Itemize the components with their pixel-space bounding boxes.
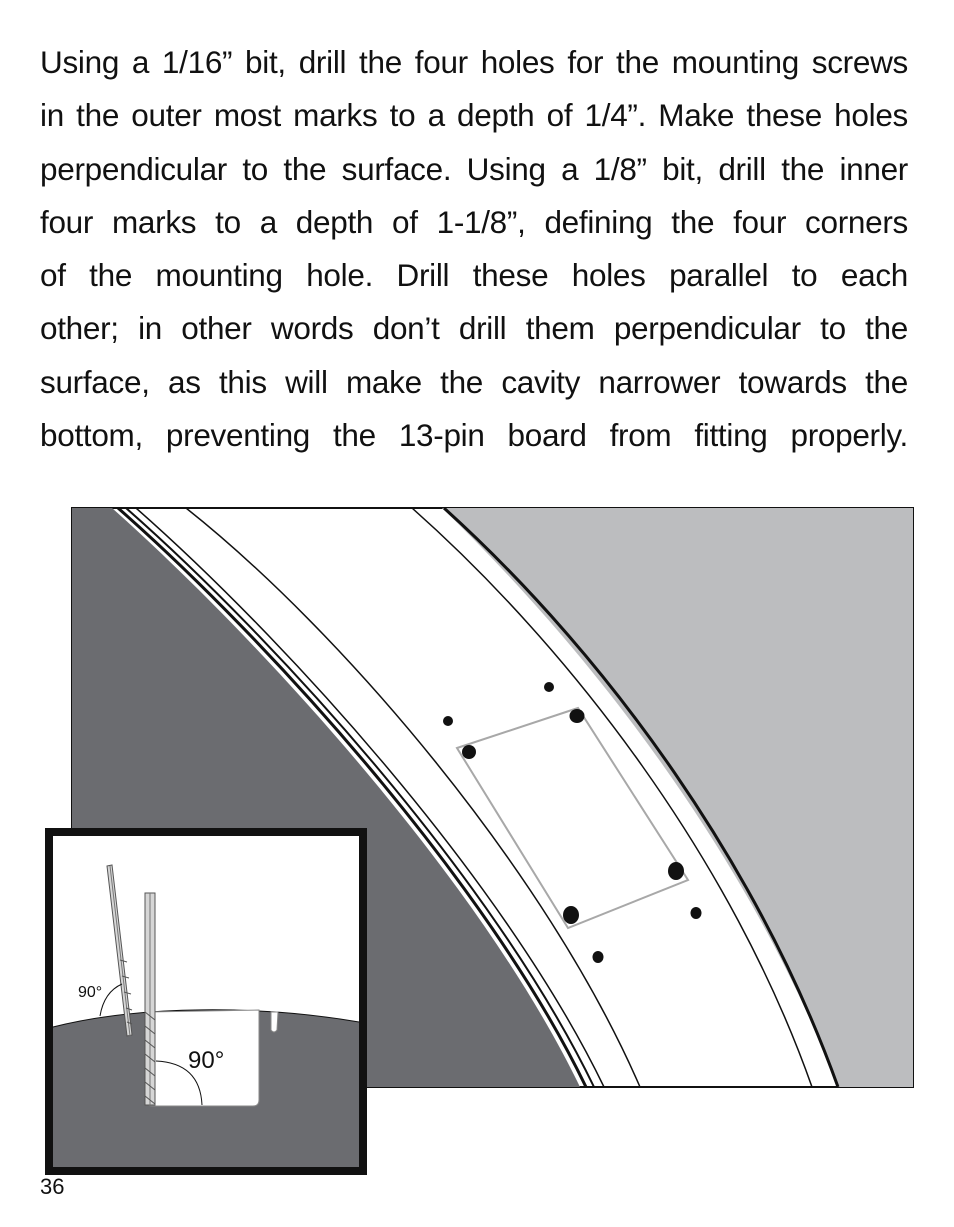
instruction-line: Using a 1/16” bit, drill the four holes for the mounting screws <box>40 44 908 80</box>
small-angle-label: 90° <box>78 984 103 1001</box>
instruction-line: four marks to a depth of 1-1/8”, defining the four corners <box>40 203 908 240</box>
instruction-line: of the mounting hole. Drill these holes parallel to each <box>40 257 908 294</box>
screw-hole-mark <box>443 716 453 726</box>
instruction-line: perpendicular to the surface. Using a 1/8” bit, drill the inner <box>40 150 908 187</box>
instruction-line: surface, as this will make the cavity narrower towards the <box>40 363 908 400</box>
inset-screw-slot <box>271 1012 278 1032</box>
instruction-line: bottom, preventing the 13-pin board from fitting properly. <box>40 417 908 454</box>
corner-hole-mark <box>668 862 684 880</box>
screw-hole-mark <box>593 951 604 963</box>
corner-hole-mark <box>563 906 579 924</box>
screw-hole-mark <box>691 907 702 919</box>
corner-hole-mark <box>462 745 476 759</box>
instruction-line: in the outer most marks to a depth of 1/4”. Make these holes <box>40 97 908 134</box>
page-number: 36 <box>40 1174 65 1199</box>
large-drill-bit <box>145 893 155 1105</box>
large-angle-label: 90° <box>188 1047 225 1074</box>
drill-angle-inset <box>45 828 367 1175</box>
screw-hole-mark <box>544 682 554 692</box>
instruction-line: other; in other words don’t drill them perpendicular to the <box>40 310 908 347</box>
corner-hole-mark <box>570 709 585 723</box>
